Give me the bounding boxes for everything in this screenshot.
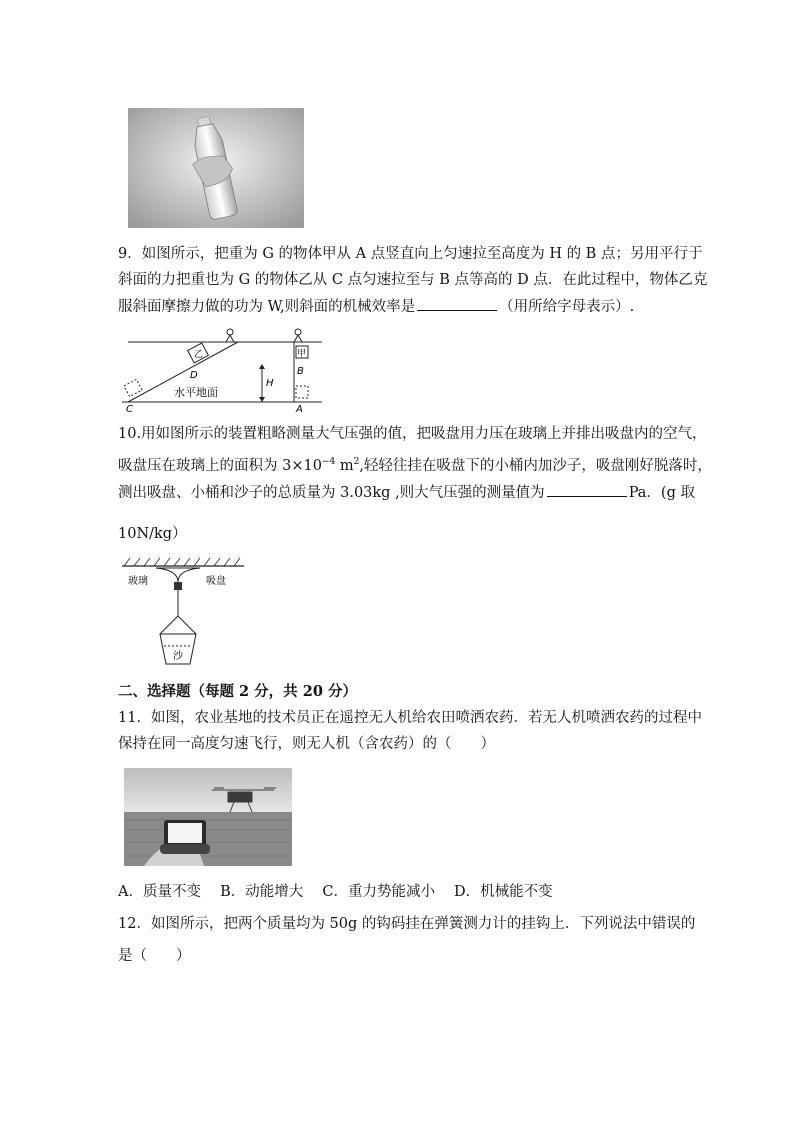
q9-line3-end: （用所给字母表示）. <box>499 299 635 315</box>
label-sand: 沙 <box>173 651 183 662</box>
q9-line2: 斜面的力把重也为 G 的物体乙从 C 点匀速拉至与 B 点等高的 D 点．在此过程中，物体乙克 <box>118 272 708 288</box>
q10-line4: 10N/kg） <box>118 526 187 542</box>
q10-answer-blank[interactable] <box>547 482 627 497</box>
label-D: D <box>190 370 198 381</box>
q9-line3-text: 服斜面摩擦力做的功为 W,则斜面的机械效率是 <box>118 299 416 315</box>
q10-exp2: 2 <box>353 457 360 467</box>
label-C: C <box>126 404 133 414</box>
q11-line2: 保持在同一高度匀速飞行，则无人机（含农药）的（ ） <box>118 736 495 752</box>
label-glass: 玻璃 <box>128 576 148 587</box>
q10-line2-rest: ,轻轻往挂在吸盘下的小桶内加沙子，吸盘刚好脱落时， <box>359 457 712 474</box>
suction-cup-figure <box>118 556 248 672</box>
q10-exp1: −4 <box>321 457 336 467</box>
label-H: H <box>266 378 274 389</box>
q10-line2-text: 吸盘压在玻璃上的面积为 3×10 <box>118 457 322 474</box>
bottle-photo <box>128 108 304 228</box>
label-ground: 水平地面 <box>174 386 218 399</box>
q12-line2: 是（ ） <box>118 948 191 964</box>
q11-line1: 11．如图，农业基地的技术员正在遥控无人机给农田喷洒农药．若无人机喷洒农药的过程中 <box>118 710 702 726</box>
q10-line1: 10.用如图所示的装置粗略测量大气压强的值，把吸盘用力压在玻璃上并排出吸盘内的空气， <box>118 426 707 442</box>
q10-line3-text: 测出吸盘、小桶和沙子的总质量为 3.03kg ,则大气压强的测量值为 <box>118 485 545 501</box>
label-A: A <box>296 404 303 414</box>
label-cup: 吸盘 <box>206 576 226 587</box>
q10-line2 <box>118 452 712 476</box>
q12-line1: 12．如图所示，把两个质量均为 50g 的钩码挂在弹簧测力计的挂钩上．下列说法中错误的 <box>118 916 696 932</box>
label-jia: 甲 <box>297 349 307 359</box>
q9-line3 <box>118 296 634 317</box>
q10-unit: m <box>335 457 354 474</box>
q11-options: A．质量不变 B．动能增大 C．重力势能减小 D．机械能不变 <box>118 884 553 900</box>
drone-photo <box>124 768 292 866</box>
q9-line1: 9．如图所示，把重为 G 的物体甲从 A 点竖直向上匀速拉至高度为 H 的 B 点；另用平行于 <box>118 246 703 262</box>
q10-line3 <box>118 482 695 503</box>
q9-answer-blank[interactable] <box>417 296 497 311</box>
label-yi: 乙 <box>194 350 204 360</box>
label-B: B <box>297 366 304 377</box>
incline-figure <box>118 322 328 414</box>
section-title: 二、选择题（每题 2 分，共 20 分） <box>118 683 357 700</box>
q10-line3-end: Pa．(g 取 <box>628 485 695 501</box>
